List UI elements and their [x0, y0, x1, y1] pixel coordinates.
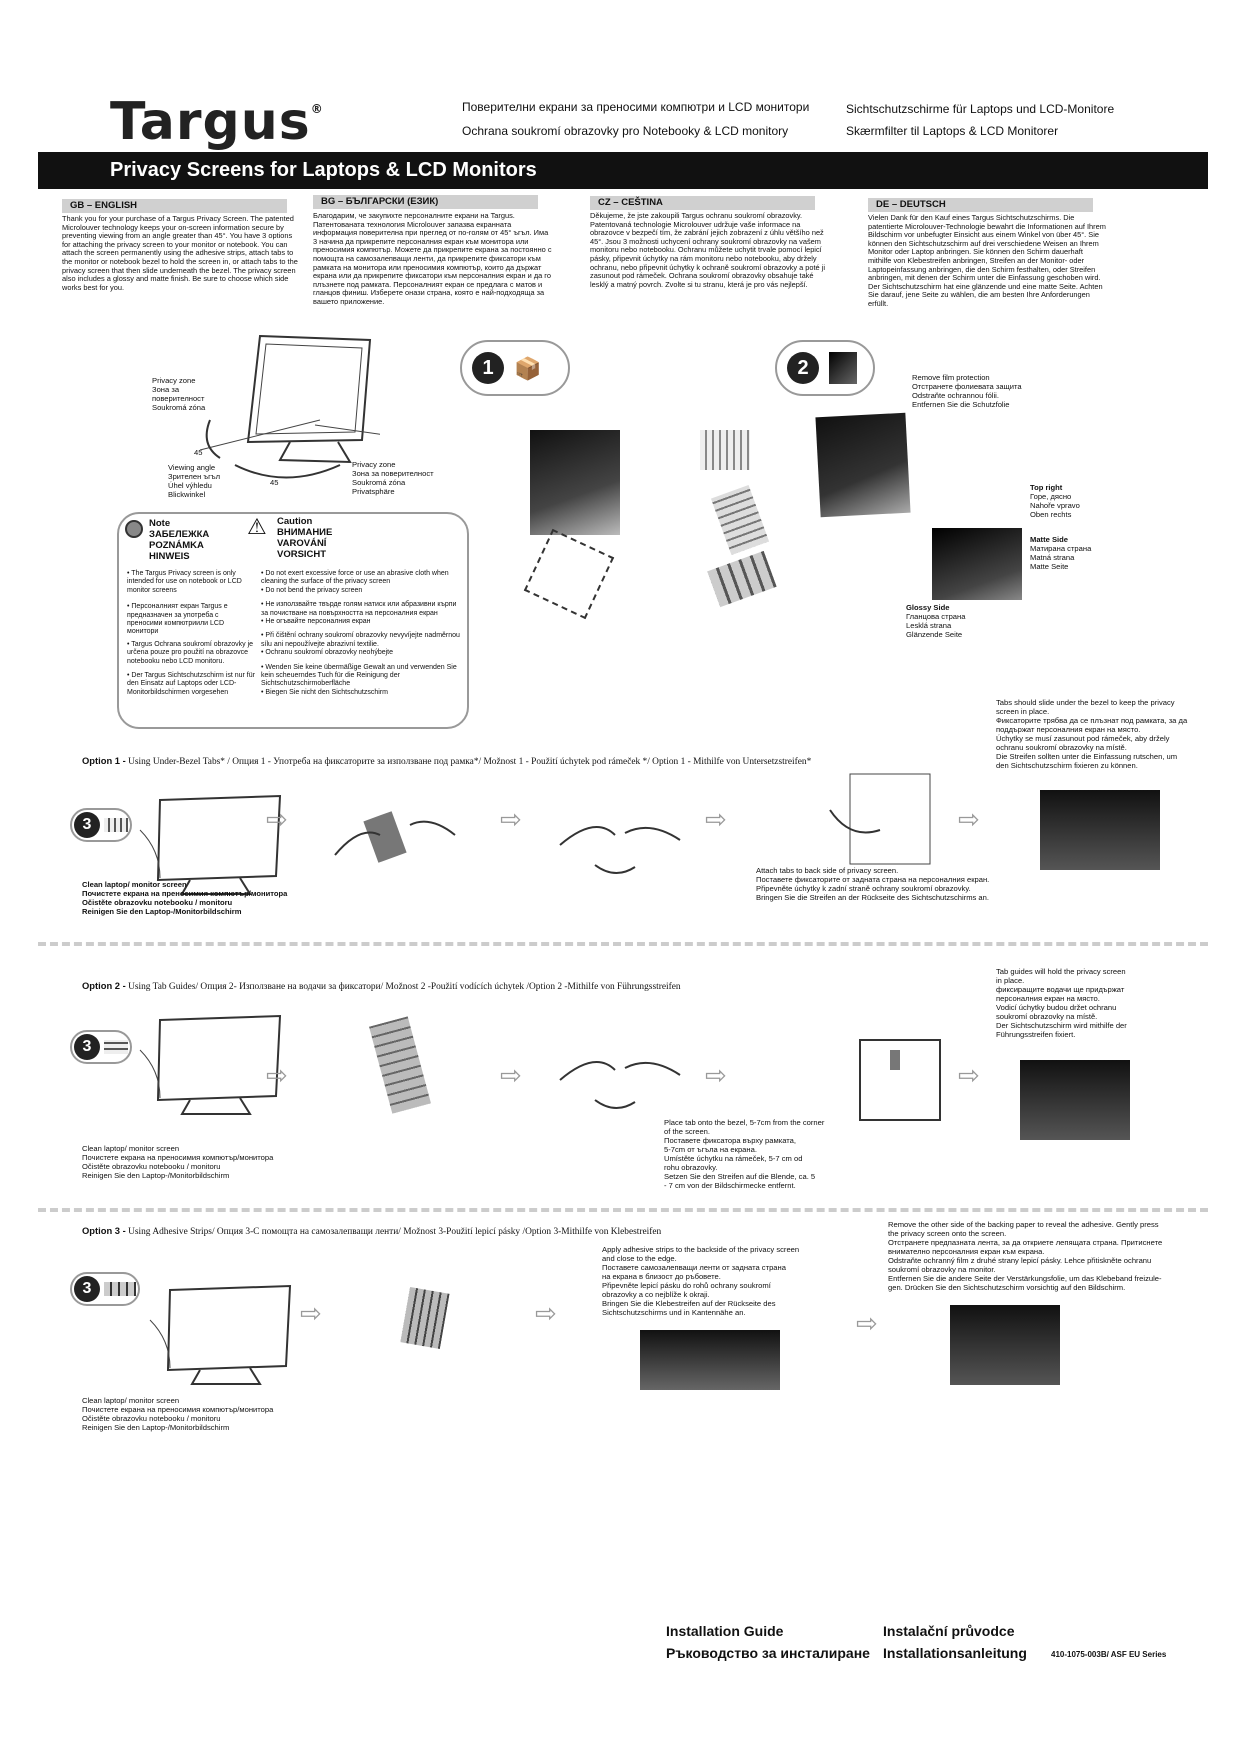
arrow-right-icon: ⇨ [266, 804, 288, 834]
arrow-right-icon: ⇨ [500, 1060, 522, 1090]
lang-tag-bg: BG – БЪЛГАРСКИ (ЕЗИК) [313, 195, 538, 209]
header-cz-title: Ochrana soukromí obrazovky pro Notebooky & LCD monitory [462, 124, 789, 138]
note-icon [125, 520, 143, 538]
intro-cz: Děkujeme, že jste zakoupili Targus ochranu soukromí obrazovky. Patentovaná technologie Microlouver udržuje vaše informace na obrazovce v bezpečí tím, že zabrání jejich zobrazení z úhlu většího než 45°. Jsou 3 možnosti uchycení ochrany soukromí obrazovky na vašem monitoru nebo notebooku. Ochranu můžete uchytit trvale pomocí lepicí pásky, připevnit úchytky na rám monitoru nebo notebooku, aby držely ochranu, nebo připevnit úchytky k ochraně soukromí obrazovky a poté ji zasunout pod rámeček. Ochrana soukromí obrazovky obsahuje také lesklý a matný povrch. Zvolte si tu stranu, která je pro vás nejlepší. [590, 212, 825, 289]
option2-place-drawing [820, 1030, 950, 1130]
arrow-right-icon: ⇨ [958, 804, 980, 834]
step1-badge: 1 [472, 352, 504, 384]
angle-label: 45 [194, 448, 203, 457]
step1-box [460, 340, 570, 396]
option3-result-image [950, 1305, 1060, 1385]
tab-strip-image [700, 430, 750, 470]
remove-film-label: Remove film protection Отстранете фолиевата защита Odstraňte ochrannou fólii. Entfernen Sie die Schutzfolie [912, 373, 1022, 409]
lang-tag-cz: CZ – CEŠTINA [590, 196, 815, 210]
option1-peel-drawing [330, 795, 460, 885]
caution-items: • Do not exert excessive force or use an abrasive cloth when cleaning the surface of the privacy screen • Do not bend the privacy screen • Не използвайте твърде голям натиск или абразивни кърпи за почистване на повърхността на персоналния екран • Не огъвайте персоналния екран • Při čištění ochrany soukromí obrazovky nevyvíjejte nadměrnou sílu ani nepoužívejte abrazivní textilie. • Ochranu soukromí obrazovky neohýbejte • Wenden Sie keine übermäßige Gewalt an und verwenden Sie kein scheuerndes Tuch für die Reinigung der Sichtschutzschirmoberfläche • Biegen Sie nicht den Sichtschutzschirm [261, 570, 460, 696]
option3-apply-label: Apply adhesive strips to the backside of the privacy screen and close to the edge. Поставете самозалепващи ленти от задната страна на екрана в близост до ръбовете. Připevněte lepicí pásku do rohů ochrany soukromí obrazovky a co nejblíže k okraji. Bringen Sie die Klebestreifen auf der Rückseite des Sichtschutzschirms und in Kantennähe an. [602, 1245, 800, 1317]
option1-attach-drawing [820, 770, 940, 870]
option3-heading: Option 3 - Using Adhesive Strips/ Опция 3-С помощта на самозалепващи ленти/ Možnost 3-Použití lepicí pásky /Option 3-Mithilfe von Klebestreifen [82, 1225, 662, 1237]
footer-bg: Ръководство за инсталиране [666, 1645, 870, 1661]
tabs-note: Tabs should slide under the bezel to keep the privacy screen in place. Фиксаторите трябва да се плъзнат под рамката, за да поддържат персоналния екран на място. Úchytky se musí zasunout pod rámeček, aby držely ochranu soukromí obrazovky na místě. Die Streifen sollten unter die Einfassung rutschen, um den Sichtschutzschirm fixieren zu können. [996, 698, 1188, 770]
adhesive-strips-image [707, 551, 776, 607]
option2-badge: 3 [74, 1034, 100, 1060]
divider [38, 1208, 1208, 1212]
option3-remove-label: Remove the other side of the backing paper to reveal the adhesive. Gently press the privacy screen onto the screen. Отстранете предпазната лента, за да откриете лепящата страна. Притиснете внимателно персоналния екран към екрана. Odstraňte ochranný film z druhé strany lepicí pásky. Lehce přitiskněte ochranu soukromí obrazovky na monitor. Entfernen Sie die andere Seite der Verstärkungsfolie, um das Klebeband freizule- gen. Drücken Sie den Sichtschutzschirm vorsichtig auf den Bildschirm. [888, 1220, 1163, 1292]
footer-cz: Instalační průvodce [883, 1623, 1015, 1639]
intro-bg: Благодарим, че закупихте персоналните екрани на Targus. Патентованата технология Microlouver запазва екранната информация поверителна при преглед от по-голям от 45° ъгъл. Има 3 начина да прикрепите персоналния екран към монитора или преносимия компютър. Можете да прикрепите екрана за постоянно с помощта на самозалепващи ленти, да прикрепите фиксатори към рамката на монитора или преносимия компютър, които да държат екрана или да прикрепите фиксатори към персоналния екран и да го плъзнете под рамката. Персоналният екран се предлага с матов и гланцов финиш. Изберете онази страна, която е най-подходяща за вашето приложение. [313, 212, 552, 306]
arrow-right-icon: ⇨ [300, 1298, 322, 1328]
option1-fold-drawing [555, 795, 685, 885]
angle-label-2: 45 [270, 478, 279, 487]
footer-en: Installation Guide [666, 1623, 784, 1639]
arrow-right-icon: ⇨ [266, 1060, 288, 1090]
matte-side-label: Matte Side Матирана страна Matná strana Matte Seite [1030, 535, 1092, 571]
cleaning-cloth-image [524, 529, 614, 619]
header-bg-title: Поверителни екрани за преносими компютри и LCD монитори [462, 100, 810, 114]
option1-result-image [1040, 790, 1160, 870]
intro-de: Vielen Dank für den Kauf eines Targus Sichtschutzschirms. Die patentierte Microlouver-Technologie bewahrt die Informationen auf Ihrem Bildschirm vor unbefugter Einsicht aus einem Winkel von über 45°. Sie können den Sichtschutzschirm auf drei verschiedene Weisen an Ihrem Monitor oder Laptop anbringen. Sie können den Schirm dauerhaft mithilfe von Klebestreifen anbringen, Streifen an der Monitor- oder Laptopeinfassung anbringen, die den Schirm festhalten, oder Streifen anbringen, mit denen der Schirm unter die Einfassung geschoben wird. Der Sichtschutzschirm hat eine glänzende und eine matte Seite. Achten Sie darauf, jene Seite zu wählen, die am besten Ihre Anforderungen erfüllt. [868, 214, 1106, 308]
guides-icon [104, 1040, 128, 1054]
option2-result-image [1020, 1060, 1130, 1140]
targus-logo: Targus® [110, 92, 324, 152]
option3-strip-image [400, 1287, 449, 1349]
option1-attach-label: Attach tabs to back side of privacy screen. Поставете фиксаторите от задната страна на персоналния екран. Připevněte úchytky k zadní straně ochrany soukromí obrazovky. Bringen Sie die Streifen an der Rückseite des Sichtschutzschirms an. [756, 866, 990, 902]
warning-icon: ⚠ [247, 514, 267, 539]
option3-apply-image [640, 1330, 780, 1390]
note-caution-box [117, 512, 469, 729]
arrow-right-icon: ⇨ [958, 1060, 980, 1090]
privacy-zone-left: Privacy zone Зона за поверителност Soukromá zóna [152, 376, 206, 412]
arrow-right-icon: ⇨ [705, 804, 727, 834]
viewing-angle-label: Viewing angle Зрителен ъгъл Úhel výhledu Blickwinkel [168, 463, 221, 499]
option2-badge-box [70, 1030, 132, 1064]
arrow-right-icon: ⇨ [500, 804, 522, 834]
option2-guide-image [369, 1016, 431, 1113]
header-dk-title: Skærmfilter til Laptops & LCD Monitorer [846, 124, 1059, 138]
footer-code: 410-1075-003B/ ASF EU Series [1051, 1650, 1167, 1659]
arrow-right-icon: ⇨ [535, 1298, 557, 1328]
arrow-right-icon: ⇨ [856, 1308, 878, 1338]
option2-guides-label: Tab guides will hold the privacy screen in place. фиксиращите водачи ще придържат персоналния екран на място. Vodicí úchytky budou držet ochranu soukromí obrazovky na místě. Der Sichtschutzschirm wird mithilfe der Führungsstreifen fixiert. [996, 967, 1127, 1039]
divider [38, 942, 1208, 946]
note-items: • The Targus Privacy screen is only intended for use on notebook or LCD monitor screens • Персоналният екран Targus е предназначен за употреба с преносими компютриили LCD монитори • Targus Ochrana soukromí obrazovky je určena pouze pro použití na obrazovce notebooku nebo LCD monitoru. • Der Targus Sichtschutzschirm ist nur für den Einsatz auf Laptops oder LCD-Monitorbildschirmen vorgesehen [127, 570, 255, 696]
tabs-icon [104, 818, 128, 832]
lang-tag-gb: GB – ENGLISH [62, 199, 287, 213]
option2-heading: Option 2 - Using Tab Guides/ Опция 2- Използване на водачи за фиксатори/ Možnost 2 -Použití vodících úchytek /Option 2 -Mithilfe von Führungsstreifen [82, 980, 681, 992]
option1-badge: 3 [74, 812, 100, 838]
option1-heading: Option 1 - Using Under-Bezel Tabs* / Опция 1 - Употреба на фиксаторите за използване под рамка*/ Možnost 1 - Použití úchytek pod rámeček */ Option 1 - Mithilfe von Untersetzstreifen* [82, 755, 812, 767]
option2-place-label: Place tab onto the bezel, 5-7cm from the corner of the screen. Поставете фиксатора върху рамката, 5-7cm от ъгъла на екрана. Umístěte úchytku na rámeček, 5-7 cm od rohu obrazovky. Setzen Sie den Streifen auf die Blende, ca. 5 - 7 cm von der Bildschirmecke entfernt. [664, 1118, 825, 1190]
title-band: Privacy Screens for Laptops & LCD Monitors [38, 152, 1208, 189]
step2-badge: 2 [787, 352, 819, 384]
tab-guides-image [711, 485, 769, 555]
footer-de: Installationsanleitung [883, 1645, 1027, 1661]
option1-badge-box [70, 808, 132, 842]
top-right-label: Top right Горе, дясно Nahoře vpravo Oben rechts [1030, 483, 1080, 519]
option3-clean-label: Clean laptop/ monitor screen Почистете екрана на преносимия компютър/монитора Očistěte obrazovku notebooku / monitoru Reinigen Sie den Laptop-/Monitorbildschirm [82, 1396, 274, 1432]
privacy-zone-right: Privacy zone Зона за поверителност Soukromá zóna Privatsphäre [352, 460, 434, 496]
glossy-side-label: Glossy Side Гланцова страна Lesklá strana Glänzende Seite [906, 603, 966, 639]
note-heads: Note ЗАБЕЛЕЖКА POZNÁMKA HINWEIS [149, 518, 210, 562]
option3-clean-drawing [130, 1270, 300, 1390]
option2-clean-label: Clean laptop/ monitor screen Почистете екрана на преносимия компютър/монитора Očistěte obrazovku notebooku / monitoru Reinigen Sie den Laptop-/Monitorbildschirm [82, 1144, 274, 1180]
option2-fold-drawing [555, 1030, 685, 1120]
matte-glossy-image [932, 528, 1022, 600]
package-icon: 📦 [514, 356, 542, 381]
option1-clean-label: Clean laptop/ monitor screen Почистете екрана на преносимия компютър/монитора Očistěte obrazovku notebooku / monitoru Reinigen Sie den Laptop-/Monitorbildschirm [82, 880, 288, 916]
step2-box [775, 340, 875, 396]
remove-film-image [815, 413, 910, 518]
caution-heads: Caution ВНИМАНИЕ VAROVÁNÍ VORSICHT [277, 516, 333, 560]
option3-badge: 3 [74, 1276, 100, 1302]
header-de-title: Sichtschutzschirme für Laptops und LCD-Monitore [846, 102, 1115, 116]
privacy-film-image [530, 430, 620, 535]
intro-gb: Thank you for your purchase of a Targus Privacy Screen. The patented Microlouver technology keeps your on-screen information secure by preventing viewing from an angle greater than 45°. You have 3 options for attaching the privacy screen to your monitor or notebook. You can attach the screen permanently using the adhesive strips, attach tabs to the monitor or notebook bezel to hold the screen in, or attach tabs to the privacy screen that then slide underneath the bezel. The privacy screen also includes a glossy and matte finish. Be sure to choose which side works best for you. [62, 215, 298, 292]
arrow-right-icon: ⇨ [705, 1060, 727, 1090]
lang-tag-de: DE – DEUTSCH [868, 198, 1093, 212]
screen-icon [829, 352, 857, 384]
